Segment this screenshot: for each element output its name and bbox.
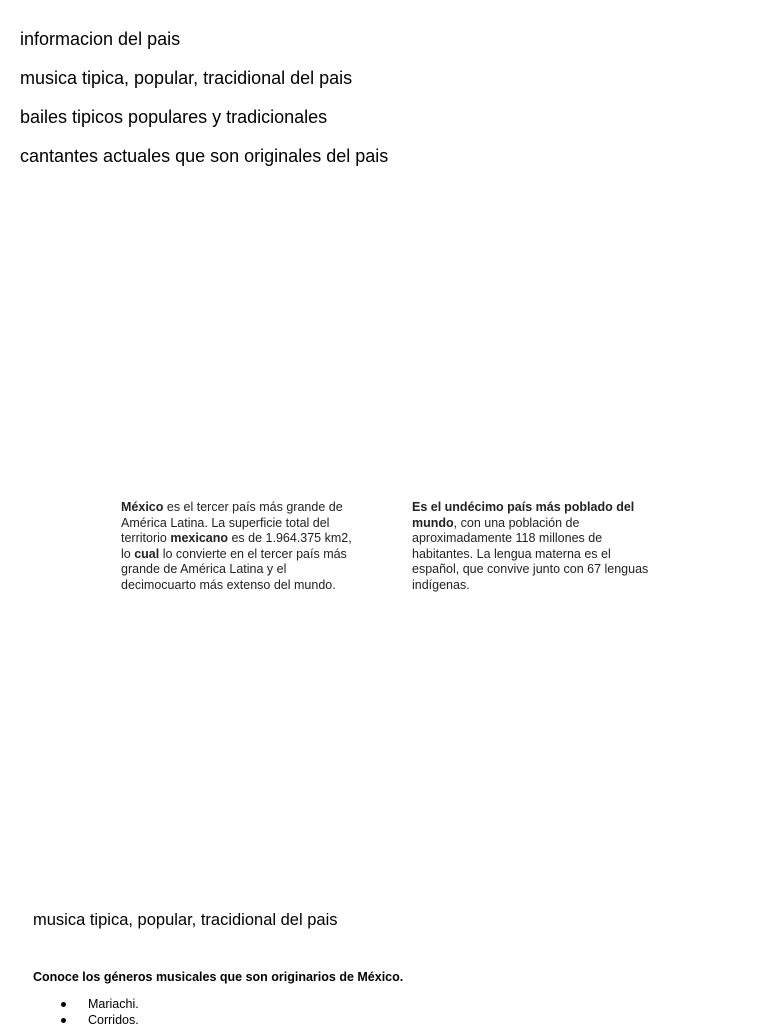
toc-heading-typical-music: musica tipica, popular, tracidional del pais — [20, 68, 353, 88]
music-section-title: musica tipica, popular, tracidional del pais — [33, 911, 338, 929]
toc-heading-country-info: informacion del pais — [20, 29, 181, 49]
music-intro-text: Conoce los géneros musicales que son originarios de México. — [33, 970, 404, 984]
country-area-paragraph — [121, 500, 361, 594]
paragraph-text: lo convierte en el tercer país más grande de América Latina y el decimocuarto más extenso del mundo. — [121, 546, 347, 592]
bold-text: México — [121, 500, 164, 514]
list-item-label: Mariachi. — [88, 997, 139, 1011]
music-genre-list — [58, 996, 139, 1028]
list-item-label: Corridos. — [88, 1013, 139, 1027]
bullet-icon — [61, 1018, 66, 1023]
paragraph-text: , con una población de aproximadamente 118 millones de habitantes. La lengua materna es el español, que convive junto con 67 lenguas indígenas. — [412, 515, 649, 592]
paragraph-text: es de 1.964.375 km2, lo — [121, 531, 352, 561]
country-population-paragraph — [412, 500, 652, 594]
paragraph-text: es el tercer país más grande de América Latina. La superficie total del territorio — [121, 500, 343, 546]
list-item — [58, 1012, 139, 1028]
bold-text: Es el undécimo país más poblado del mundo — [412, 500, 635, 530]
toc-heading-typical-dances: bailes tipicos populares y tradicionales — [20, 107, 328, 127]
bold-text: cual — [134, 546, 160, 561]
bullet-icon — [61, 1002, 66, 1007]
list-item — [58, 996, 139, 1012]
bold-text: mexicano — [170, 531, 228, 546]
toc-heading-current-singers: cantantes actuales que son originales del pais — [20, 146, 389, 166]
